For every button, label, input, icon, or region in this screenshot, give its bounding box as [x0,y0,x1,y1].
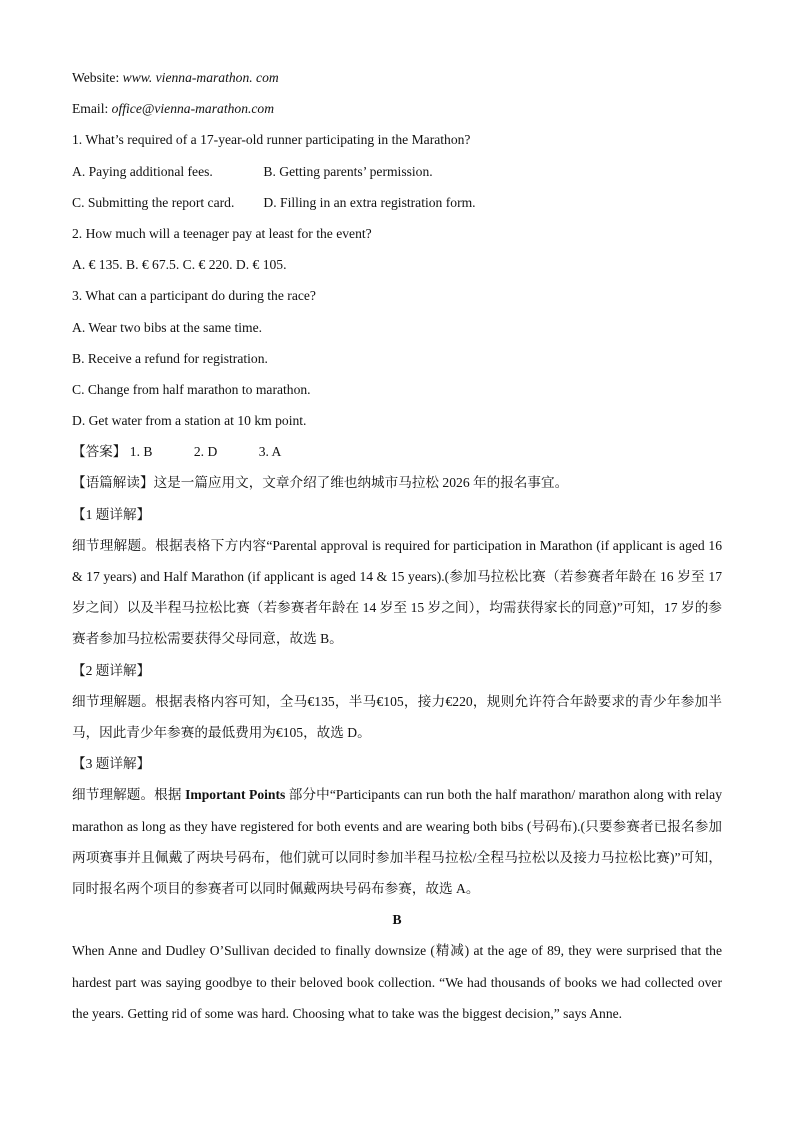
question-1-options-row-2 [72,187,722,218]
detail-1-text: 细节理解题。根据表格下方内容“Parental approval is required for participation in Marathon (if applicant is aged 16 & 17 years) and Half Marathon (if applicant is aged 14 & 15 years).(参加马拉松比赛（若参赛者年龄在 16 岁至 17 岁之间）以及半程马拉松比赛（若参赛者年龄在 14 岁至 15 岁之间），均需获得家长的同意)”可知，17 岁的参赛者参加马拉松需要获得父母同意，故选 B。 [72,537,722,647]
email-value: office@vienna-marathon.com [111,101,275,117]
question-1-option-c: C. Submitting the report card. [72,194,235,210]
question-1-option-a: A. Paying additional fees. [72,163,213,179]
detail-2-heading: 【2 题详解】 [72,662,151,678]
answer-item-2: 2. D [193,444,218,460]
detail-3-text [72,779,722,904]
detail-3-text-after: 部分中“Participants can run both the half marathon/ marathon along with relay marathon as long as they have registered for both events and are wearing both bibs (号码布).(只要参赛者已报名参加两项赛事并且佩戴了两块号码布，他们就可以同时参加半程马拉松/全程马拉松以及接力马拉松比赛)”可知，同时报名两个项目的参赛者可以同时佩戴两块号码布参赛，故选 A。 [72,787,722,897]
passage-analysis-label: 【语篇解读】 [72,475,154,491]
answer-label: 【答案】 [72,444,127,460]
passage-analysis-text: 这是一篇应用文，文章介绍了维也纳城市马拉松 2026 年的报名事宜。 [153,475,569,491]
detail-3-heading: 【3 题详解】 [72,756,151,772]
website-line [72,62,722,93]
detail-1-heading: 【1 题详解】 [72,506,151,522]
email-label: Email: [72,101,109,117]
question-1-option-d: D. Filling in an extra registration form. [263,194,476,210]
question-1-stem: 1. What’s required of a 17-year-old runner participating in the Marathon? [72,132,471,148]
detail-3-bold-term: Important Points [185,787,286,803]
website-label: Website: [72,70,120,85]
question-1-option-b: B. Getting parents’ permission. [263,163,433,179]
section-b-title: B [392,912,402,928]
question-3-option-b: B. Receive a refund for registration. [72,350,268,366]
question-3-option-a: A. Wear two bibs at the same time. [72,319,263,335]
answer-item-1: 1. B [129,444,153,460]
answer-item-3: 3. A [258,444,282,460]
question-3-stem: 3. What can a participant do during the race? [72,288,316,304]
passage-analysis [72,467,722,498]
question-2-options: A. € 135. B. € 67.5. C. € 220. D. € 105. [72,257,287,273]
detail-2-text: 细节理解题。根据表格内容可知，全马€135，半马€105，接力€220，规则允许符合年龄要求的青少年参加半马，因此青少年参赛的最低费用为€105，故选 D。 [72,693,722,741]
question-2-stem: 2. How much will a teenager pay at least for the event? [72,225,372,241]
answer-line [72,436,722,467]
detail-3-text-before: 细节理解题。根据 [72,787,186,803]
email-line [72,93,722,124]
question-3-option-d: D. Get water from a station at 10 km point. [72,413,307,429]
question-3-option-c: C. Change from half marathon to marathon. [72,381,311,397]
question-1-options-row-1 [72,156,722,187]
website-value: www. vienna-marathon. com [122,70,279,85]
section-b-text: When Anne and Dudley O’Sullivan decided to finally downsize (精减) at the age of 89, they were surprised that the hardest part was saying goodbye to their beloved book collection. “We had thousands of books we had collected over the years. Getting rid of some was hard. Choosing what to take was the biggest decision,” says Anne. [72,943,722,1021]
